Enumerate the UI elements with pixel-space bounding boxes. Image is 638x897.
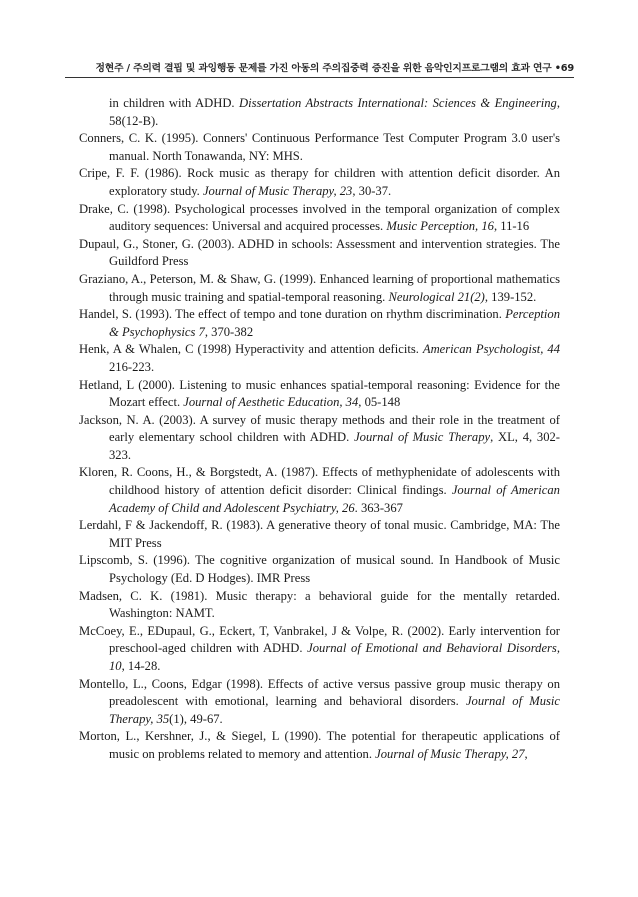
reference-entry: Morton, L., Kershner, J., & Siegel, L (1990). The potential for therapeutic applications of music on problems related to memory and attention. Journal of Music Therapy, 27, <box>79 729 560 761</box>
reference-entry: Kloren, R. Coons, H., & Borgstedt, A. (1987). Effects of methyphenidate of adolescents with childhood history of attention deficit disorder: Clinical findings. Journal of American Academy of Child and Adolescent Psychiatry, 26. 363-367 <box>79 465 560 515</box>
reference-entry: Madsen, C. K. (1981). Music therapy: a behavioral guide for the mentally retarded. Washington: NAMT. <box>79 588 560 621</box>
reference-list <box>79 95 560 764</box>
reference-entry: in children with ADHD. Dissertation Abstracts International: Sciences & Engineering, 58(12-B). <box>109 96 560 128</box>
reference-entry: Dupaul, G., Stoner, G. (2003). ADHD in schools: Assessment and intervention strategies. The Guildford Press <box>79 236 560 269</box>
reference-entry: Lipscomb, S. (1996). The cognitive organization of musical sound. In Handbook of Music Psychology (Ed. D Hodges). IMR Press <box>79 553 560 586</box>
reference-entry: Jackson, N. A. (2003). A survey of music therapy methods and their role in the treatment of early elementary school children with ADHD. Journal of Music Therapy, XL, 4, 302-323. <box>79 412 561 462</box>
reference-entry: Graziano, A., Peterson, M. & Shaw, G. (1999). Enhanced learning of proportional mathematics through music training and spatial-temporal reasoning. Neurological 21(2), 139-152. <box>79 271 560 304</box>
reference-entry: McCoey, E., EDupaul, G., Eckert, T, Vanbrakel, J & Volpe, R. (2002). Early intervention for preschool-aged children with ADHD. Journal of Emotional and Behavioral Disorders, 10, 14-28. <box>79 623 560 673</box>
reference-entry: Conners, C. K. (1995). Conners' Continuous Performance Test Computer Program 3.0 user's manual. North Tonawanda, NY: MHS. <box>79 131 560 163</box>
reference-entry: Handel, S. (1993). The effect of tempo and tone duration on rhythm discrimination. Perception & Psychophysics 7, 370-382 <box>79 307 560 339</box>
reference-entry: Lerdahl, F & Jackendoff, R. (1983). A generative theory of tonal music. Cambridge, MA: The MIT Press <box>79 518 560 550</box>
reference-entry: Henk, A & Whalen, C (1998) Hyperactivity and attention deficits. American Psychologist, 44 216-223. <box>79 342 560 374</box>
header-rule <box>65 77 574 78</box>
reference-entry: Hetland, L (2000). Listening to music enhances spatial-temporal reasoning: Evidence for the Mozart effect. Journal of Aesthetic Education, 34, 05-148 <box>79 377 560 410</box>
reference-entry: Drake, C. (1998). Psychological processes involved in the temporal organization of complex auditory sequences: Universal and acquired processes. Music Perception, 16, 11-16 <box>79 201 560 234</box>
reference-entry: Montello, L., Coons, Edgar (1998). Effects of active versus passive group music therapy on preadolescent with emotional, learning and behavioral disorders. Journal of Music Therapy, 35(1), 49-67. <box>79 676 560 726</box>
page-header <box>0 0 638 80</box>
reference-entry: Cripe, F. F. (1986). Rock music as therapy for children with attention deficit disorder. An exploratory study. Journal of Music Therapy, 23, 30-37. <box>79 166 560 198</box>
running-title: 정현주 / 주의력 결핍 및 과잉행동 문제를 가진 아동의 주의집중력 증진을 위한 음악인지프로그램의 효과 연구 •69 <box>95 63 574 74</box>
